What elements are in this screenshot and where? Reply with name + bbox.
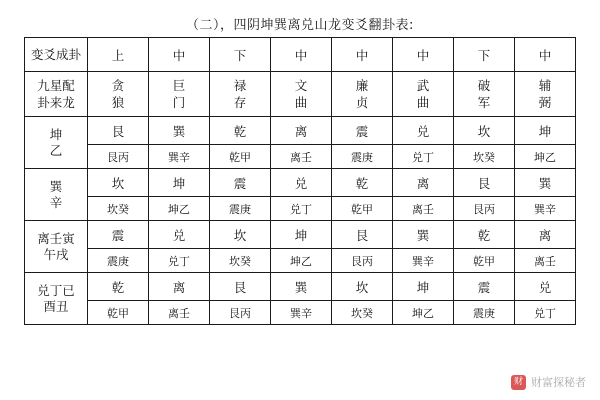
nine-star-char: 曲 <box>294 95 308 110</box>
cell-gua: 兑 <box>271 169 332 197</box>
label-line: 九星配 <box>37 78 75 93</box>
nine-star-row-label <box>25 72 88 117</box>
cell-gua-pair: 乾甲 <box>88 301 149 325</box>
cell-gua-pair: 坎癸 <box>454 145 515 169</box>
cell-gua-pair: 离壬 <box>393 197 454 221</box>
cell-gua: 巽 <box>271 273 332 301</box>
label-line: 乙 <box>49 142 63 158</box>
table-row <box>25 145 576 169</box>
nine-star-cell <box>149 72 210 117</box>
cell-gua-pair: 离壬 <box>149 301 210 325</box>
cell-gua: 离 <box>271 117 332 145</box>
cell-gua: 巽 <box>515 169 576 197</box>
label-line: 辛 <box>49 194 63 210</box>
nine-star-char: 文 <box>294 78 308 93</box>
cell-gua: 艮 <box>332 221 393 249</box>
cell-gua-pair: 震庚 <box>454 301 515 325</box>
cell-gua: 离 <box>515 221 576 249</box>
nine-star-char: 门 <box>172 95 186 110</box>
nine-star-char: 廉 <box>355 78 369 93</box>
table-header-row <box>25 38 576 72</box>
label-line: 卦来龙 <box>37 95 75 110</box>
nine-star-char: 贪 <box>111 78 125 93</box>
table-row <box>25 221 576 249</box>
row-label <box>25 117 88 169</box>
nine-star-cell <box>393 72 454 117</box>
table-row <box>25 301 576 325</box>
cell-gua-pair: 巽辛 <box>149 145 210 169</box>
row-label <box>25 221 88 273</box>
cell-gua: 巽 <box>149 117 210 145</box>
table-row <box>25 117 576 145</box>
label-line: 酉丑 <box>43 298 69 314</box>
cell-gua-pair: 坎癸 <box>332 301 393 325</box>
cell-gua: 震 <box>88 221 149 249</box>
cell-gua-pair: 艮丙 <box>454 197 515 221</box>
header-cell: 中 <box>515 38 576 72</box>
cell-gua: 乾 <box>88 273 149 301</box>
cell-gua: 震 <box>332 117 393 145</box>
cell-gua-pair: 艮丙 <box>210 301 271 325</box>
cell-gua: 艮 <box>88 117 149 145</box>
cell-gua-pair: 乾甲 <box>210 145 271 169</box>
cell-gua: 坤 <box>515 117 576 145</box>
label-line: 离壬寅 <box>37 230 75 246</box>
cell-gua: 艮 <box>210 273 271 301</box>
nine-star-cell <box>454 72 515 117</box>
cell-gua: 离 <box>149 273 210 301</box>
watermark <box>511 374 586 390</box>
cell-gua-pair: 乾甲 <box>332 197 393 221</box>
cell-gua-pair: 坎癸 <box>88 197 149 221</box>
nine-star-char: 弼 <box>538 95 552 110</box>
cell-gua: 兑 <box>149 221 210 249</box>
header-cell: 中 <box>332 38 393 72</box>
cell-gua-pair: 巽辛 <box>515 197 576 221</box>
cell-gua-pair: 坤乙 <box>271 249 332 273</box>
table-row <box>25 249 576 273</box>
nine-star-cell <box>515 72 576 117</box>
cell-gua-pair: 艮丙 <box>332 249 393 273</box>
cell-gua: 坤 <box>149 169 210 197</box>
cell-gua-pair: 坤乙 <box>393 301 454 325</box>
header-cell: 中 <box>393 38 454 72</box>
watermark-logo-icon: 财 <box>511 375 526 390</box>
header-cell: 上 <box>88 38 149 72</box>
cell-gua-pair: 巽辛 <box>393 249 454 273</box>
cell-gua: 坎 <box>210 221 271 249</box>
nine-star-char: 辅 <box>538 78 552 93</box>
nine-star-row <box>25 72 576 117</box>
cell-gua: 坤 <box>393 273 454 301</box>
nine-star-char: 军 <box>477 95 491 110</box>
nine-star-char: 狼 <box>111 95 125 110</box>
header-cell: 中 <box>271 38 332 72</box>
cell-gua-pair: 坤乙 <box>149 197 210 221</box>
nine-star-cell <box>88 72 149 117</box>
nine-star-char: 巨 <box>172 78 186 93</box>
header-row-label: 变爻成卦 <box>25 38 88 72</box>
cell-gua: 乾 <box>210 117 271 145</box>
cell-gua: 坎 <box>454 117 515 145</box>
cell-gua: 艮 <box>454 169 515 197</box>
table-row <box>25 197 576 221</box>
header-cell: 下 <box>210 38 271 72</box>
cell-gua-pair: 离壬 <box>515 249 576 273</box>
nine-star-char: 武 <box>416 78 430 93</box>
cell-gua-pair: 兑丁 <box>393 145 454 169</box>
nine-star-char: 贞 <box>355 95 369 110</box>
nine-star-char: 禄 <box>233 78 247 93</box>
cell-gua-pair: 震庚 <box>210 197 271 221</box>
cell-gua-pair: 坤乙 <box>515 145 576 169</box>
cell-gua-pair: 震庚 <box>88 249 149 273</box>
cell-gua: 震 <box>210 169 271 197</box>
nine-star-cell <box>210 72 271 117</box>
cell-gua: 坤 <box>271 221 332 249</box>
fangua-table <box>24 37 576 325</box>
nine-star-char: 曲 <box>416 95 430 110</box>
nine-star-cell <box>271 72 332 117</box>
cell-gua-pair: 艮丙 <box>88 145 149 169</box>
label-line: 巽 <box>49 178 63 194</box>
table-row <box>25 273 576 301</box>
cell-gua-pair: 巽辛 <box>271 301 332 325</box>
header-cell: 中 <box>149 38 210 72</box>
fangua-table-container <box>24 37 576 325</box>
cell-gua: 坎 <box>88 169 149 197</box>
cell-gua-pair: 兑丁 <box>515 301 576 325</box>
cell-gua: 兑 <box>393 117 454 145</box>
cell-gua-pair: 乾甲 <box>454 249 515 273</box>
cell-gua-pair: 震庚 <box>332 145 393 169</box>
page-title: （二），四阴坤巽离兑山龙变爻翻卦表: <box>186 18 414 33</box>
cell-gua: 离 <box>393 169 454 197</box>
nine-star-cell <box>332 72 393 117</box>
cell-gua-pair: 离壬 <box>271 145 332 169</box>
watermark-text: 财富探秘者 <box>531 376 586 389</box>
cell-gua-pair: 兑丁 <box>149 249 210 273</box>
cell-gua: 坎 <box>332 273 393 301</box>
nine-star-char: 破 <box>477 78 491 93</box>
label-line: 兑丁已 <box>37 282 75 298</box>
label-line: 坤 <box>49 126 63 142</box>
cell-gua: 乾 <box>332 169 393 197</box>
label-line: 午戌 <box>43 246 69 262</box>
cell-gua: 震 <box>454 273 515 301</box>
cell-gua: 兑 <box>515 273 576 301</box>
row-label <box>25 273 88 325</box>
cell-gua: 巽 <box>393 221 454 249</box>
cell-gua: 乾 <box>454 221 515 249</box>
header-cell: 下 <box>454 38 515 72</box>
table-row <box>25 169 576 197</box>
row-label <box>25 169 88 221</box>
cell-gua-pair: 坎癸 <box>210 249 271 273</box>
cell-gua-pair: 兑丁 <box>271 197 332 221</box>
nine-star-char: 存 <box>233 95 247 110</box>
